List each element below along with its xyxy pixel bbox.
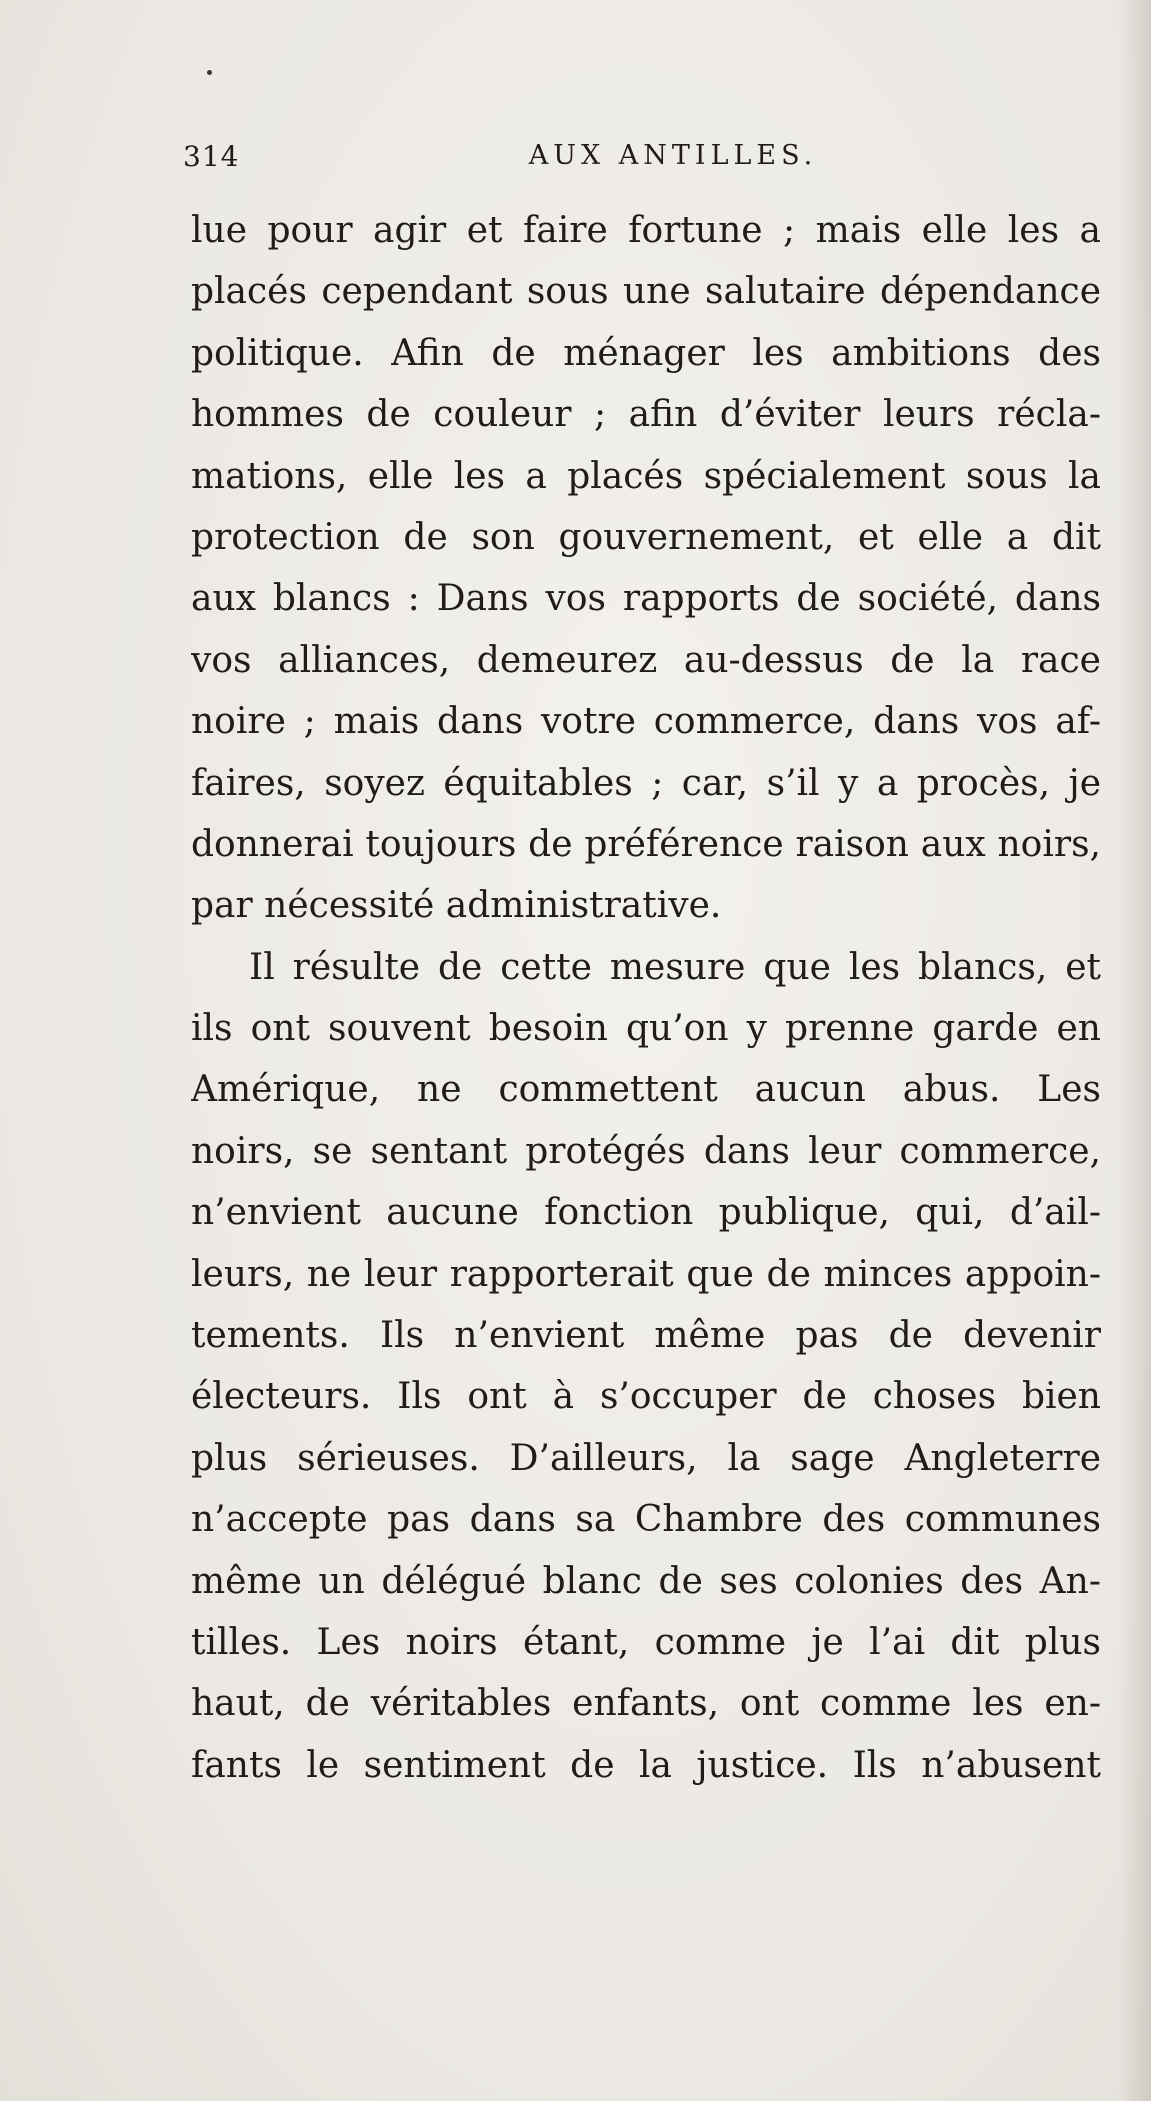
text-line: tilles. Les noirs étant, comme je l’ai dit plus (191, 1621, 1101, 1663)
text-line: lue pour agir et faire fortune ; mais elle les a (191, 210, 1101, 251)
text-line: hommes de couleur ; afin d’éviter leurs récla- (191, 394, 1101, 436)
text-line: n’envient aucune fonction publique, qui, d’ail- (191, 1192, 1101, 1234)
text-line: faires, soyez équitables ; car, s’il y a procès, je (191, 762, 1101, 804)
text-line: donnerai toujours de préférence raison aux noirs, (191, 823, 1101, 865)
text-line: tements. Ils n’envient même pas de devenir (191, 1315, 1101, 1357)
text-line: ils ont souvent besoin qu’on y prenne garde en (191, 1008, 1101, 1050)
text-line: placés cependant sous une salutaire dépendance (191, 271, 1101, 313)
ink-speck (207, 70, 212, 75)
text-line: Amérique, ne commettent aucun abus. Les (191, 1069, 1101, 1111)
text-line: leurs, ne leur rapporterait que de minces appoin- (191, 1253, 1101, 1295)
text-line: noirs, se sentant protégés dans leur commerce, (191, 1130, 1101, 1172)
text-line: aux blancs : Dans vos rapports de société, dans (191, 578, 1101, 620)
text-line: fants le sentiment de la justice. Ils n’abusent (191, 1744, 1101, 1786)
body-text (191, 200, 1101, 1796)
text-line: politique. Afin de ménager les ambitions des (191, 332, 1101, 374)
page-gutter-shadow (1117, 0, 1151, 2101)
text-line: électeurs. Ils ont à s’occuper de choses bien (191, 1376, 1101, 1418)
text-line: vos alliances, demeurez au-dessus de la race (191, 639, 1101, 681)
text-line: mations, elle les a placés spécialement sous la (191, 455, 1101, 497)
text-line: noire ; mais dans votre commerce, dans vos af- (191, 701, 1101, 743)
running-head (183, 140, 1093, 180)
text-line: même un délégué blanc de ses colonies des An- (191, 1560, 1101, 1602)
text-line: n’accepte pas dans sa Chambre des communes (191, 1499, 1101, 1541)
text-line: plus sérieuses. D’ailleurs, la sage Angleterre (191, 1437, 1101, 1479)
paragraph-start-line: Il résulte de cette mesure que les blancs, et (249, 946, 1101, 988)
paragraph-end-line: par nécessité administrative. (191, 885, 722, 927)
page-number: 314 (183, 140, 240, 173)
running-title: AUX ANTILLES. (528, 140, 818, 171)
text-line: protection de son gouvernement, et elle a dit (191, 516, 1101, 558)
text-line: haut, de véritables enfants, ont comme les en- (191, 1683, 1101, 1725)
